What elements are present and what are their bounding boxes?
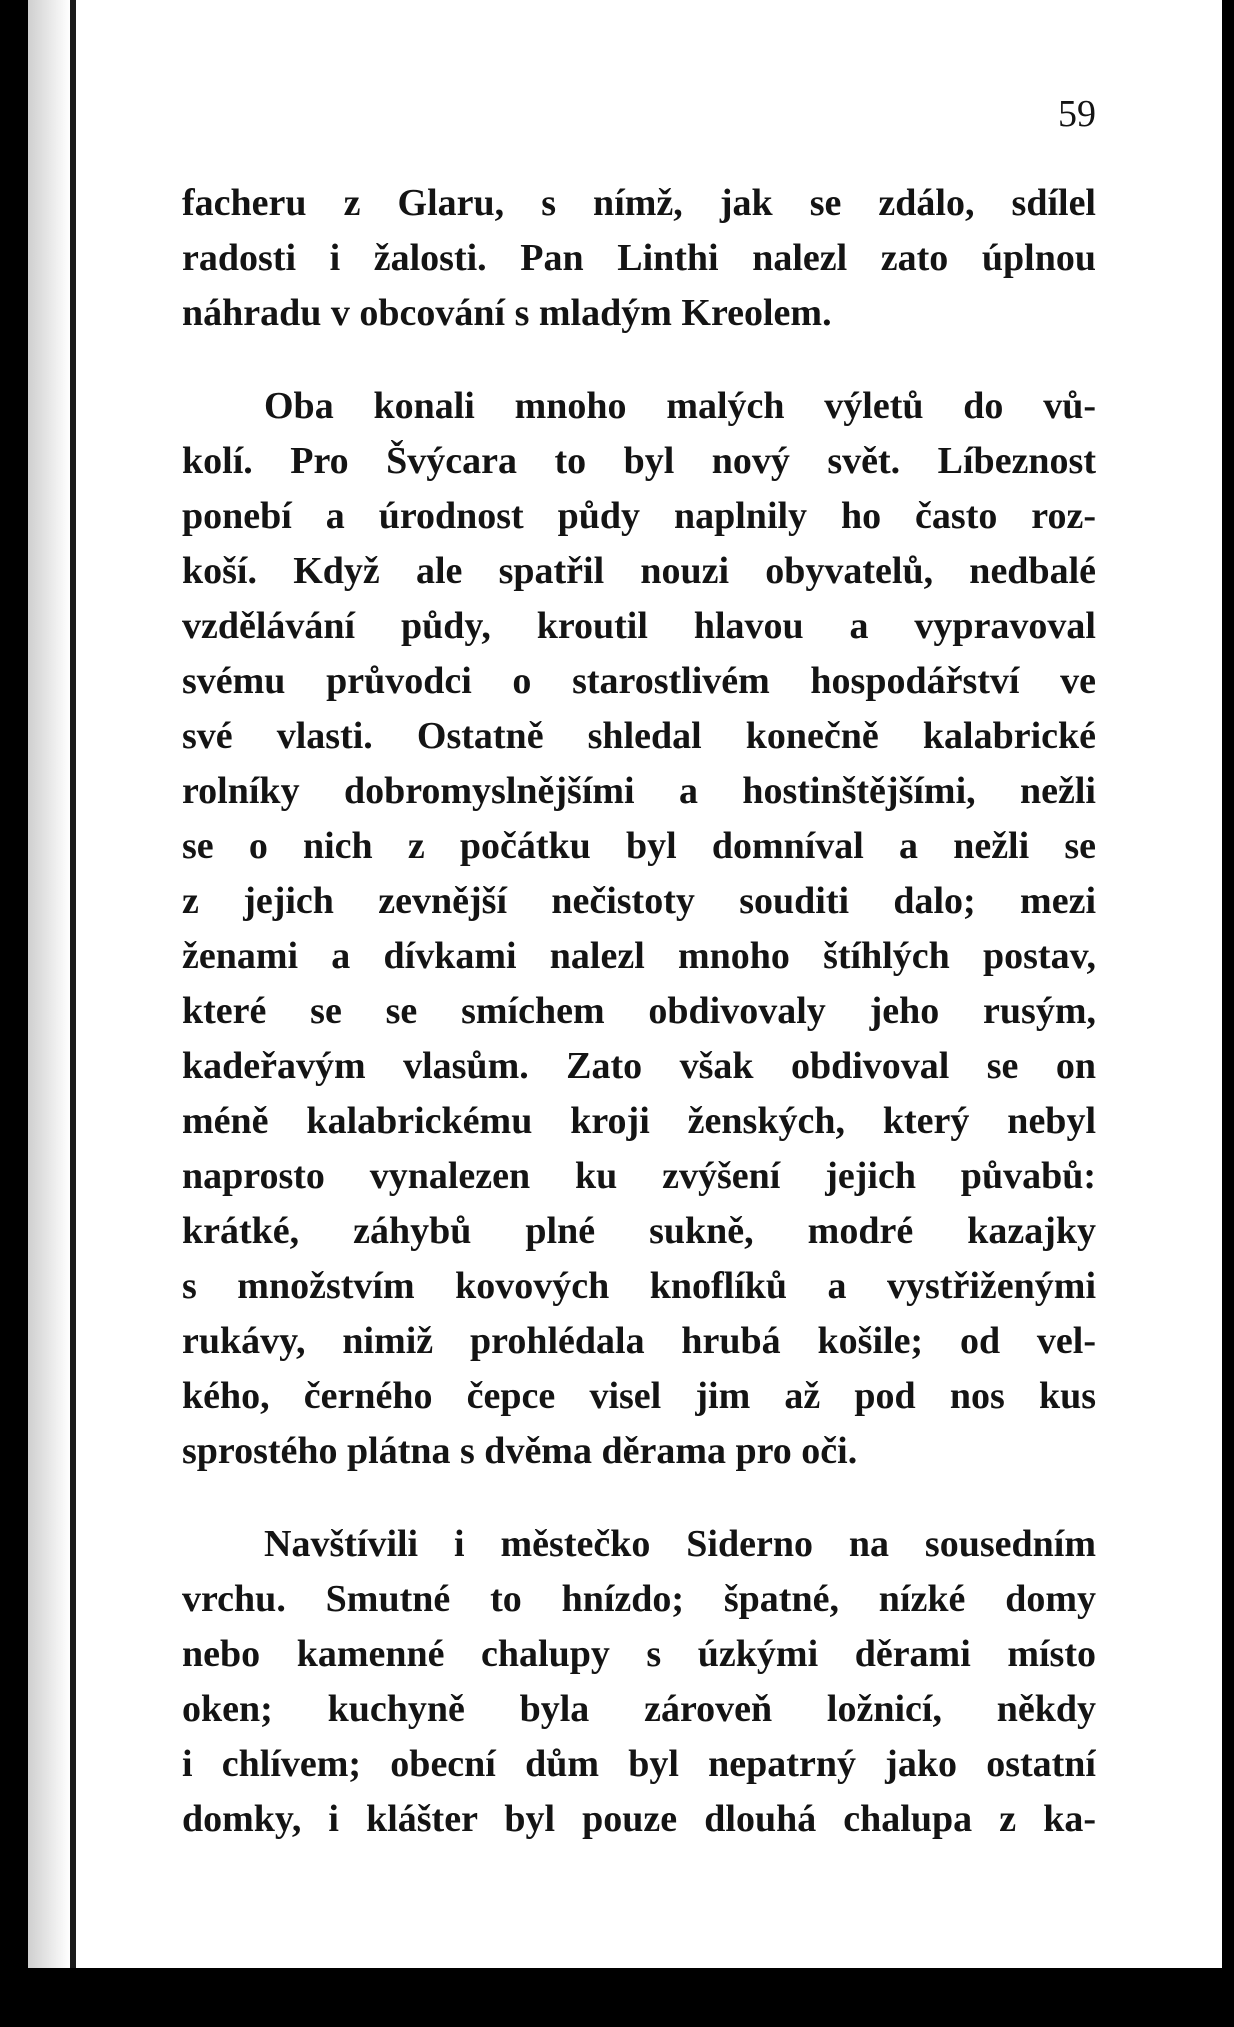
text-line: náhradu v obcování s mladým Kreolem.: [182, 292, 832, 334]
text-line: rolníky dobromyslnějšími a hostinštějšími, nežli: [182, 770, 1096, 812]
paragraph-2: [182, 379, 1096, 1479]
text-line: Oba konali mnoho malých výletů do vů-: [264, 385, 1096, 427]
binding-shadow: [0, 0, 28, 2027]
text-line: kého, černého čepce visel jim až pod nos kus: [182, 1375, 1096, 1417]
text-line: Navštívili i městečko Siderno na sousedním: [264, 1523, 1096, 1565]
paragraph-3: [182, 1517, 1096, 1847]
text-line: ženami a dívkami nalezl mnoho štíhlých postav,: [182, 935, 1096, 977]
text-line: z jejich zevnější nečistoty souditi dalo; mezi: [182, 880, 1096, 922]
body-text: [182, 176, 1096, 1847]
text-line: kolí. Pro Švýcara to byl nový svět. Líbeznost: [182, 440, 1096, 482]
text-line: nebo kamenné chalupy s úzkými děrami místo: [182, 1633, 1096, 1675]
text-line: se o nich z počátku byl domníval a nežli se: [182, 825, 1096, 867]
text-line: svému průvodci o starostlivém hospodářství ve: [182, 660, 1096, 702]
text-line: domky, i klášter byl pouze dlouhá chalupa z ka-: [182, 1798, 1096, 1840]
text-line: ponebí a úrodnost půdy naplnily ho často roz-: [182, 495, 1096, 537]
text-line: rukávy, nimiž prohlédala hrubá košile; od vel-: [182, 1320, 1096, 1362]
text-line: oken; kuchyně byla zároveň ložnicí, někdy: [182, 1688, 1096, 1730]
text-line: vzdělávání půdy, kroutil hlavou a vypravoval: [182, 605, 1096, 647]
binding-edge-line: [70, 0, 76, 2027]
binding-gradient: [28, 0, 70, 2027]
text-line: své vlasti. Ostatně shledal konečně kalabrické: [182, 715, 1096, 757]
paragraph-1: [182, 176, 1096, 341]
text-line: naprosto vynalezen ku zvýšení jejich půvabů:: [182, 1155, 1096, 1197]
text-line: facheru z Glaru, s nímž, jak se zdálo, sdílel: [182, 182, 1096, 224]
text-line: vrchu. Smutné to hnízdo; špatné, nízké domy: [182, 1578, 1096, 1620]
text-line: koší. Když ale spatřil nouzi obyvatelů, nedbalé: [182, 550, 1096, 592]
text-line: krátké, záhybů plné sukně, modré kazajky: [182, 1210, 1096, 1252]
scan-bottom-border: [0, 1968, 1234, 2027]
page-number: 59: [1058, 93, 1096, 135]
text-line: které se se smíchem obdivovaly jeho rusým,: [182, 990, 1096, 1032]
text-line: radosti i žalosti. Pan Linthi nalezl zato úplnou: [182, 237, 1096, 279]
text-line: i chlívem; obecní dům byl nepatrný jako ostatní: [182, 1743, 1096, 1785]
text-line: kadeřavým vlasům. Zato však obdivoval se on: [182, 1045, 1096, 1087]
text-line: sprostého plátna s dvěma děrama pro oči.: [182, 1430, 858, 1472]
text-line: méně kalabrickému kroji ženských, který nebyl: [182, 1100, 1096, 1142]
text-line: s množstvím kovových knoflíků a vystřiženými: [182, 1265, 1096, 1307]
scan-right-border: [1222, 0, 1234, 2027]
